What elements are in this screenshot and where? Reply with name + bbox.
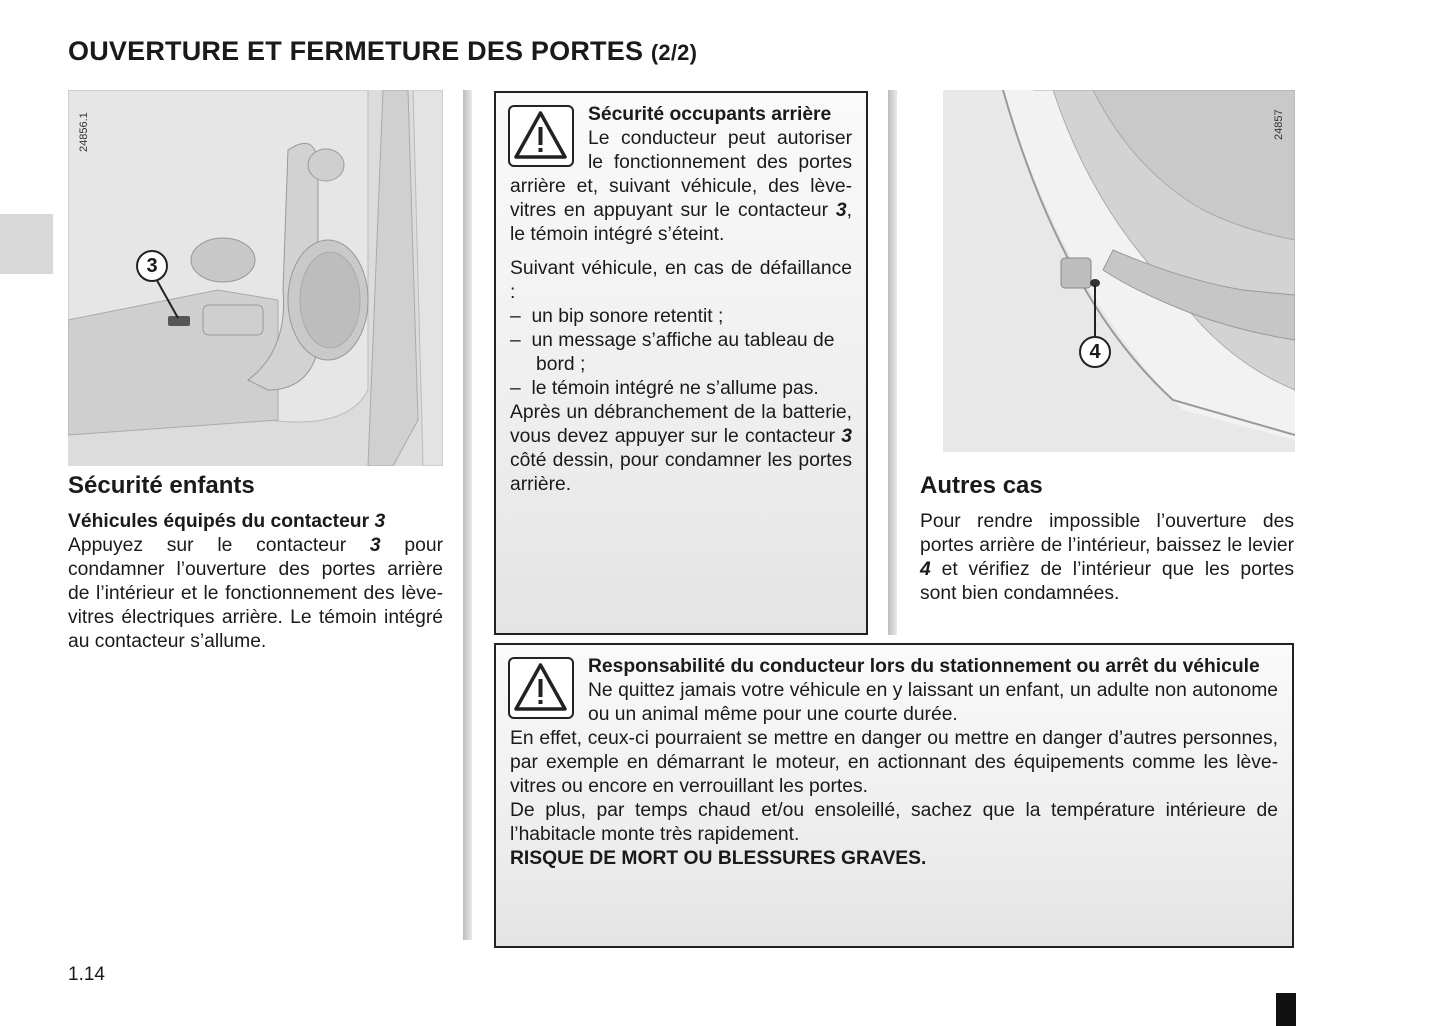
door-panel-illustration bbox=[68, 90, 443, 466]
warning-box-driver-responsibility bbox=[494, 643, 1294, 948]
page-edge-marker bbox=[1276, 993, 1296, 1026]
paragraph: Pour rendre impossible l’ouverture des portes arrière de l’intérieur, baissez le levier 4 et vérifiez de l’intérieur que les portes sont bien condamnées. bbox=[920, 511, 1294, 604]
page-title-part: (2/2) bbox=[650, 40, 698, 65]
warning-box-rear-occupants bbox=[494, 91, 868, 635]
warning-emphasis: RISQUE DE MORT OU BLESSURES GRAVES. bbox=[510, 848, 927, 869]
warning-triangle-icon bbox=[508, 105, 574, 167]
paragraph: De plus, par temps chaud et/ou ensoleillé, sachez que la température intérieure de l’habitacle monte très rapidement. bbox=[510, 800, 1278, 845]
right-body bbox=[920, 510, 1294, 606]
heading-autres-cas: Autres cas bbox=[920, 472, 1043, 499]
paragraph: Appuyez sur le contacteur 3 pour condamner l’ouverture des portes arrière de l’intérieur et le fonctionnement des lève-vitres électriques arrière. Le témoin intégré au contacteur s’allume. bbox=[68, 535, 443, 652]
figure-ref: 24856.1 bbox=[78, 112, 90, 152]
figure-door-lever bbox=[943, 90, 1295, 452]
list-item: – le témoin intégré ne s’allume pas. bbox=[510, 378, 819, 399]
paragraph: Suivant véhicule, en cas de défaillance : bbox=[510, 258, 852, 303]
box-title: Sécurité occupants arrière bbox=[588, 104, 832, 125]
paragraph: Le conducteur peut autoriser le fonctionnement des portes arrière et, suivant véhicule, des lève-vitres en appuyant sur le contacteur 3, le témoin intégré s’éteint. bbox=[510, 128, 852, 245]
list-item: – un bip sonore retentit ; bbox=[510, 306, 724, 327]
figure-door-panel bbox=[68, 90, 443, 466]
section-tab bbox=[0, 214, 53, 274]
page-title: OUVERTURE ET FERMETURE DES PORTES (2/2) bbox=[68, 36, 698, 66]
list-item: – un message s’affiche au tableau de bord ; bbox=[510, 330, 835, 375]
warning-triangle-icon bbox=[508, 657, 574, 719]
door-lever-illustration bbox=[943, 90, 1295, 452]
subheading: Véhicules équipés du contacteur 3 bbox=[68, 511, 386, 532]
column-separator bbox=[463, 90, 472, 940]
column-separator bbox=[888, 90, 897, 635]
paragraph: Ne quittez jamais votre véhicule en y laissant un enfant, un adulte non autonome ou un animal même pour une courte durée. bbox=[588, 680, 1278, 725]
paragraph: En effet, ceux-ci pourraient se mettre en danger ou mettre en danger d’autres personnes, par exemple en démarrant le moteur, en actionnant des équipements comme les lève-vitres ou encore en verrouillant les portes. bbox=[510, 728, 1278, 797]
paragraph: Après un débranchement de la batterie, vous devez appuyer sur le contacteur 3 côté dessin, pour condamner les portes arrière. bbox=[510, 402, 852, 495]
callout-4: 4 bbox=[1079, 336, 1111, 368]
left-body bbox=[68, 510, 443, 654]
box-content bbox=[510, 655, 1278, 871]
figure-ref: 24857 bbox=[1273, 109, 1285, 140]
heading-securite-enfants: Sécurité enfants bbox=[68, 472, 255, 499]
callout-3: 3 bbox=[136, 250, 168, 282]
page-number: 1.14 bbox=[68, 964, 105, 985]
box-title: Responsabilité du conducteur lors du stationnement ou arrêt du véhicule bbox=[588, 656, 1260, 677]
